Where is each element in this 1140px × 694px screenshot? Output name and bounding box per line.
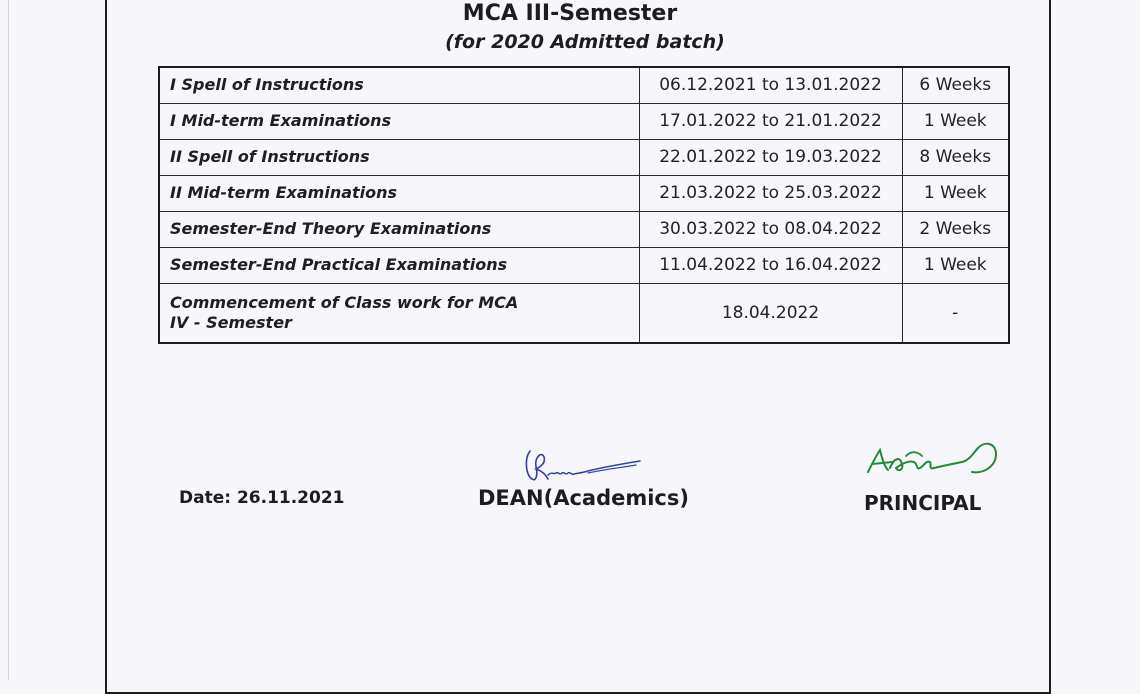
table-row [159, 247, 1009, 283]
dates-cell: 06.12.2021 to 13.01.2022 [639, 67, 902, 103]
duration-cell: 1 Week [902, 103, 1009, 139]
duration-cell: 1 Week [902, 247, 1009, 283]
duration-cell: 6 Weeks [902, 67, 1009, 103]
dean-signature-icon [518, 445, 648, 487]
dates-cell: 11.04.2022 to 16.04.2022 [639, 247, 902, 283]
issue-date: Date: 26.11.2021 [179, 488, 345, 508]
table-row [159, 175, 1009, 211]
principal-signature-icon [862, 434, 1002, 484]
event-cell: Semester-End Theory Examinations [159, 211, 639, 247]
event-line-1: Commencement of Class work for MCA [170, 292, 519, 312]
principal-designation: PRINCIPAL [864, 491, 982, 515]
dates-cell: 21.03.2022 to 25.03.2022 [639, 175, 902, 211]
dates-cell: 22.01.2022 to 19.03.2022 [639, 139, 902, 175]
event-cell [159, 283, 639, 343]
event-line-2: IV - Semester [170, 312, 292, 332]
duration-cell: 1 Week [902, 175, 1009, 211]
duration-cell: - [902, 283, 1009, 343]
duration-cell: 8 Weeks [902, 139, 1009, 175]
dates-cell: 17.01.2022 to 21.01.2022 [639, 103, 902, 139]
document-title: MCA III-Semester [462, 1, 678, 26]
duration-cell: 2 Weeks [902, 211, 1009, 247]
table-row [159, 139, 1009, 175]
table-row [159, 103, 1009, 139]
event-cell: II Mid-term Examinations [159, 175, 639, 211]
table-row [159, 211, 1009, 247]
event-cell: Semester-End Practical Examinations [159, 247, 639, 283]
page-edge-line [8, 0, 9, 680]
event-cell: I Mid-term Examinations [159, 103, 639, 139]
table-row [159, 283, 1009, 343]
document-subtitle: (for 2020 Admitted batch) [445, 31, 725, 53]
academic-schedule-table [158, 66, 1010, 344]
dates-cell: 18.04.2022 [639, 283, 902, 343]
event-cell: II Spell of Instructions [159, 139, 639, 175]
dean-designation: DEAN(Academics) [478, 486, 689, 510]
table-row [159, 67, 1009, 103]
event-cell: I Spell of Instructions [159, 67, 639, 103]
dates-cell: 30.03.2022 to 08.04.2022 [639, 211, 902, 247]
